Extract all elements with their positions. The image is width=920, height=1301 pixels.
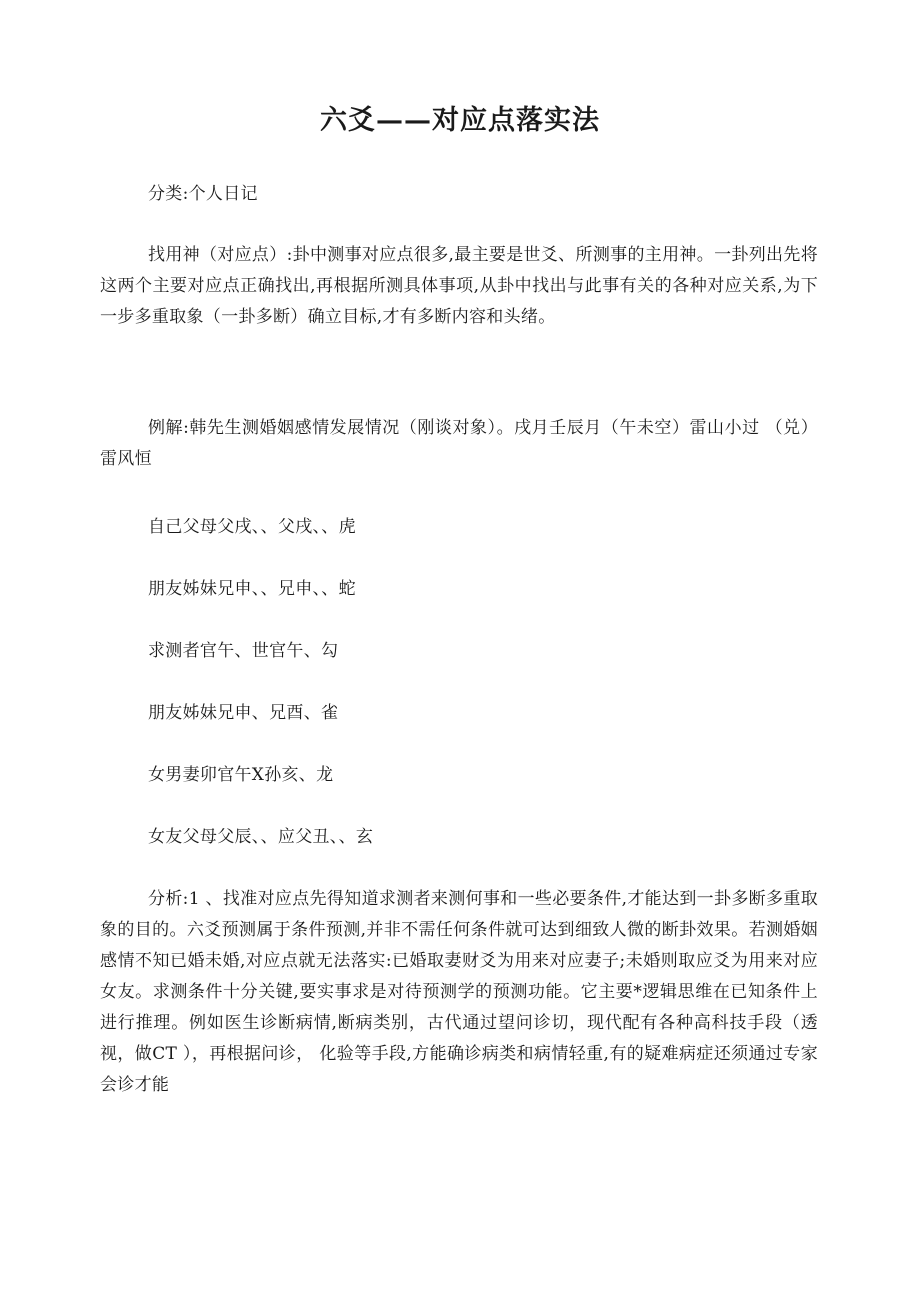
- hexagram-line: 求测者官午、世官午、勾: [148, 641, 339, 661]
- hexagram-line: 女男妻卯官午X孙亥、龙: [148, 765, 334, 785]
- hexagram-line: 自己父母父戌、、父戌、、虎: [148, 517, 356, 537]
- document-title: 六爻——对应点落实法: [320, 105, 600, 136]
- paragraph-example: 例解:韩先生测婚姻感情发展情况（刚谈对象）。戌月壬辰月（午未空）雷山小过 （兑）雷风恒: [100, 418, 818, 469]
- hexagram-line: 朋友姊妹兄申、兄酉、雀: [148, 703, 339, 723]
- category-label: 分类:个人日记: [148, 184, 258, 204]
- hexagram-line: 女友父母父辰、、应父丑、、玄: [148, 827, 374, 847]
- hexagram-line: 朋友姊妹兄申、、兄申、、蛇: [148, 579, 356, 599]
- paragraph-find-use-god: 找用神（对应点）:卦中测事对应点很多,最主要是世爻、所测事的主用神。一卦列出先将这两个主要对应点正确找出,再根据所测具体事项,从卦中找出与此事有关的各种对应关系,为下一步多重取象（一卦多断）确立目标,才有多断内容和头绪。: [100, 245, 818, 327]
- paragraph-analysis: 分析:1 、找准对应点先得知道求测者来测何事和一些必要条件,才能达到一卦多断多重取象的目的。六爻预测属于条件预测,并非不需任何条件就可达到细致人微的断卦效果。若测婚姻感情不知已婚未婚,对应点就无法落实:已婚取妻财爻为用来对应妻子;未婚则取应爻为用来对应女友。求测条件十分关键,要实事求是对待预测学的预测功能。它主要*逻辑思维在已知条件上进行推理。例如医生诊断病情,断病类别，古代通过望问诊切，现代配有各种高科技手段（透视，做CT ），再根据问诊， 化验等手段,方能确诊病类和病情轻重,有的疑难病症还须通过专家会诊才能: [100, 889, 818, 1095]
